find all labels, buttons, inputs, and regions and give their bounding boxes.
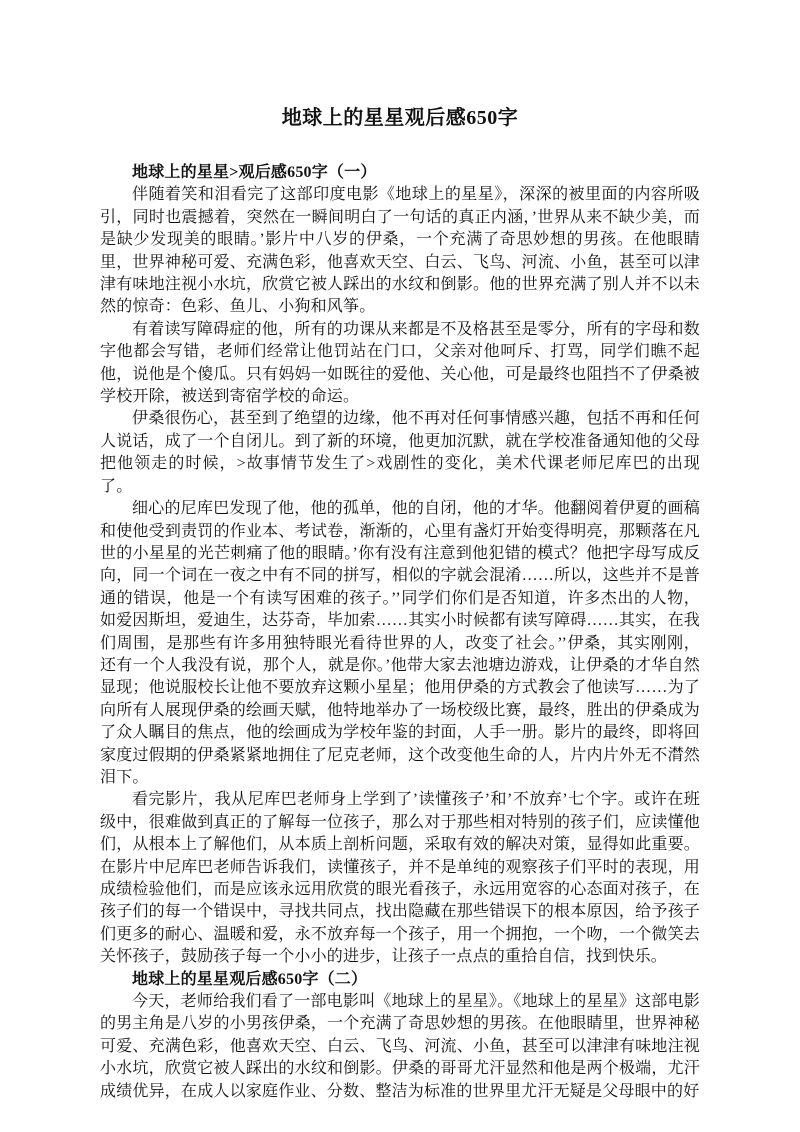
section-two-heading: 地球上的星星观后感650字（二） bbox=[132, 970, 368, 988]
document-title: 地球上的星星观后感650字 bbox=[281, 107, 519, 129]
section-one-paragraph-3: 伊桑很伤心，甚至到了绝望的边缘，他不再对任何事情感兴趣，包括不再和任何人说话，成了一个自闭儿。到了新的环境，他更加沉默，就在学校准备通知他的父母把他领走的时候，>故事情节发生了>戏剧性的变化，美术代课老师尼库巴的出现了。 bbox=[100, 410, 700, 495]
section-one-paragraph-1: 伴随着笑和泪看完了这部印度电影《地球上的星星》，深深的被里面的内容所吸引，同时也震撼着，突然在一瞬间明白了一句话的真正内涵，’世界从来不缺少美，而是缺少发现美的眼睛。’影片中八岁的伊桑，一个充满了奇思妙想的男孩。在他眼睛里，世界神秘可爱、充满色彩，他喜欢天空、白云、飞鸟、河流、小鱼，甚至可以津津有味地注视小水坑，欣赏它被人踩出的水纹和倒影。他的世界充满了别人并不以未然的惊奇：色彩、鱼儿、小狗和风筝。 bbox=[100, 186, 700, 316]
section-one-paragraph-2: 有着读写障碍症的他，所有的功课从来都是不及格甚至是零分，所有的字母和数字他都会写错，老师们经常让他罚站在门口，父亲对他呵斥、打骂，同学们瞧不起他，说他是个傻瓜。只有妈妈一如既往的爱他、关心他，可是最终也阻挡不了伊桑被学校开除，被送到寄宿学校的命运。 bbox=[100, 320, 700, 406]
essay-section-two bbox=[100, 969, 700, 1103]
section-two-paragraph-1: 今天，老师给我们看了一部电影叫《地球上的星星》。《地球上的星星》这部电影的男主角是八岁的小男孩伊桑，一个充满了奇思妙想的男孩。在他眼睛里，世界神秘可爱、充满色彩，他喜欢天空、白云、飞鸟、河流、小鱼，甚至可以津津有味地注视小水坑，欣赏它被人踩出的水纹和倒影。伊桑的哥哥尤汗显然和他是两个极端，尤汗成绩优异，在成人以家庭作业、分数、整洁为标准的世界里尤汗无疑是父母眼中的好 bbox=[100, 993, 700, 1100]
section-one-paragraph-4: 细心的尼库巴发现了他，他的孤单，他的自闭，他的才华。他翻阅着伊夏的画稿和使他受到责罚的作业本、考试卷，渐渐的，心里有盏灯开始变得明亮，那颗落在凡世的小星星的光芒刺痛了他的眼睛。’你有没有注意到他犯错的模式？他把字母写成反向，同一个词在一夜之中有不同的拼写，相似的字就会混淆……所以，这些并不是普通的错误，他是一个有读写困难的孩子。’’同学们你们是否知道，许多杰出的人物，如爱因斯坦，爱迪生，达芬奇，毕加索……其实小时候都有读写障碍……其实，在我们周围，是那些有许多用独特眼光看待世界的人，改变了社会。’’伊桑，其实刚刚，还有一个人我没有说，那个人，就是你。’他带大家去池塘边游戏，让伊桑的才华自然显现；他说服校长让他不要放弃这颗小星星；他用伊桑的方式教会了他读写……为了向所有人展现伊桑的绘画天赋，他特地举办了一场校级比赛，最终，胜出的伊桑成为了众人瞩目的焦点，他的绘画成为学校年鉴的封面，人手一册。影片的最终，即将回家度过假期的伊桑紧紧地拥住了尼克老师，这个改变他生命的人，片内片外无不潸然泪下。 bbox=[100, 500, 700, 786]
section-one-paragraph-5: 看完影片，我从尼库巴老师身上学到了’读懂孩子’和’不放弃’七个字。或许在班级中，很难做到真正的了解每一位孩子，那么对于那些相对特别的孩子们，应读懂他们，从根本上了解他们，从本质上剖析问题，采取有效的解决对策，显得如此重要。在影片中尼库巴老师告诉我们，读懂孩子，并不是单纯的观察孩子们平时的表现，用成绩检验他们，而是应该永远用欣赏的眼光看孩子，永远用宽容的心态面对孩子，在孩子们的每一个错误中，寻找共同点，找出隐藏在那些错误下的根本原因，给予孩子们更多的耐心、温暖和爱，永不放弃每一个孩子，用一个拥抱，一个吻，一个微笑去关怀孩子，鼓励孩子每一个小小的进步，让孩子一点点的重拾自信，找到快乐。 bbox=[100, 791, 700, 966]
essay-section-one bbox=[100, 162, 700, 969]
section-one-heading: 地球上的星星>观后感650字（一） bbox=[132, 164, 377, 181]
